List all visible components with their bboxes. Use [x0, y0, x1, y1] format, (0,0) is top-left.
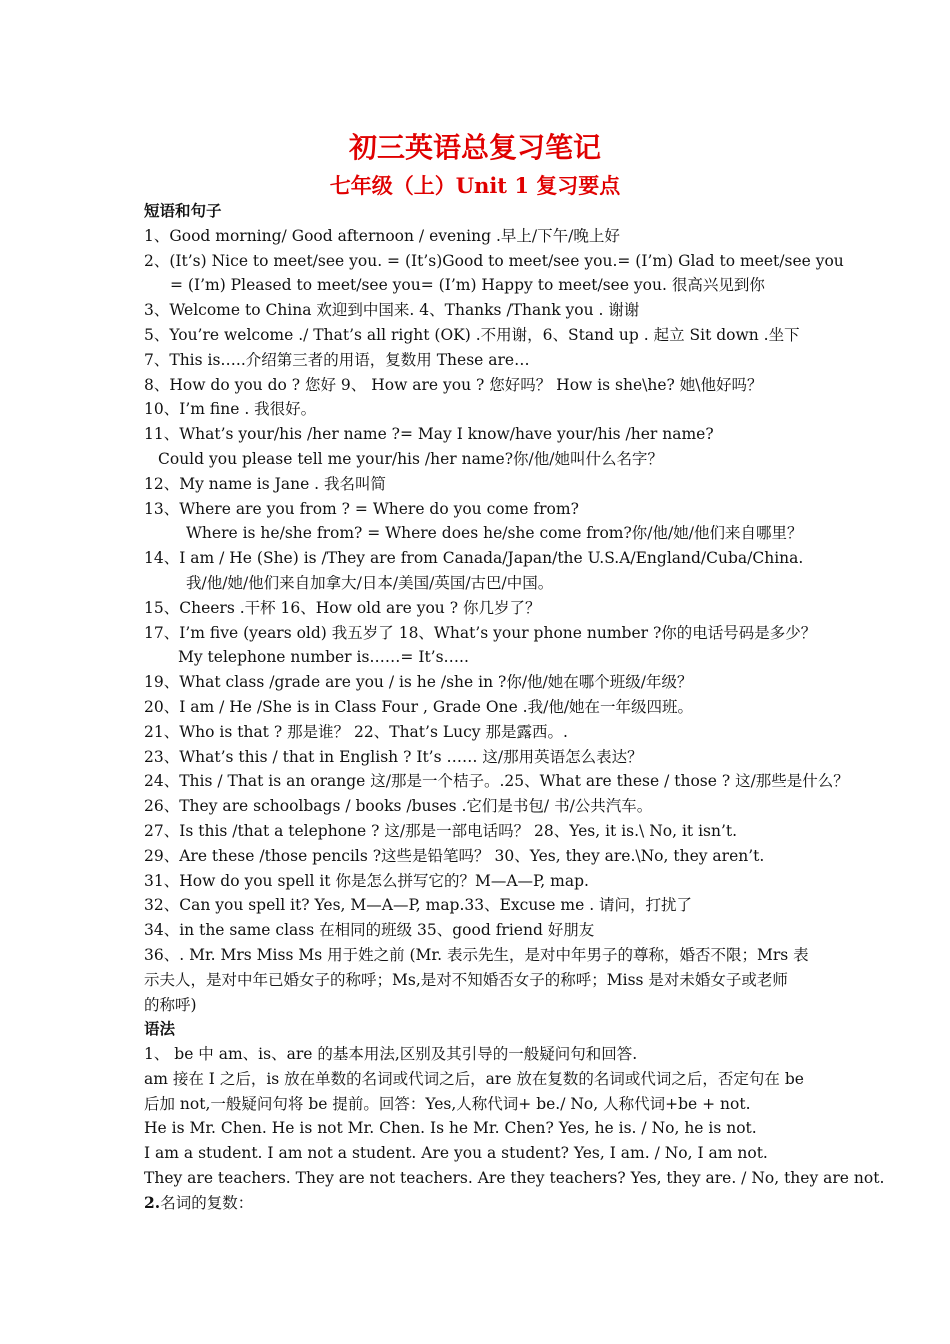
- document-title: 初三英语总复习笔记: [348, 131, 601, 164]
- section-heading: 短语和句子: [144, 201, 222, 220]
- notes-body: [144, 199, 885, 1216]
- note-line: 13、Where are you from ? = Where do you come from?: [144, 499, 579, 518]
- note-line: 34、in the same class 在相同的班级 35、good friend 好朋友: [144, 921, 595, 940]
- note-line: 26、They are schoolbags / books /buses .它们是书包/ 书/公共汽车。: [144, 797, 653, 816]
- note-line: 后加 not,一般疑问句将 be 提前。回答：Yes,人称代词+ be./ No, 人称代词+be + not.: [144, 1094, 751, 1113]
- note-line: 27、Is this /that a telephone ? 这/那是一部电话吗？ 28、Yes, it is.\ No, it isn’t.: [144, 821, 738, 840]
- note-line: 20、I am / He /She is in Class Four , Grade One .我/他/她在一年级四班。: [144, 697, 694, 716]
- item-text: 名词的复数：: [160, 1193, 254, 1212]
- note-line: 15、Cheers .干杯 16、How old are you ? 你几岁了？: [144, 598, 541, 617]
- note-line: I am a student. I am not a student. Are you a student? Yes, I am. / No, I am not.: [144, 1144, 768, 1163]
- note-line: 的称呼): [144, 995, 197, 1014]
- note-line: 23、What’s this / that in English ? It’s …… 这/那用英语怎么表达？: [144, 747, 643, 766]
- note-line: 32、Can you spell it? Yes, M—A—P, map.33、Excuse me . 请问，打扰了: [144, 896, 693, 915]
- note-line: 36、. Mr. Mrs Miss Ms 用于姓之前 (Mr. 表示先生，是对中年男子的尊称，婚否不限；Mrs 表: [144, 945, 809, 964]
- note-line: 29、Are these /those pencils ?这些是铅笔吗？ 30、Yes, they are.\No, they aren’t.: [144, 846, 765, 865]
- note-line: They are teachers. They are not teachers. Are they teachers? Yes, they are. / No, they are not.: [144, 1169, 885, 1188]
- note-line: 7、This is…..介绍第三者的用语，复数用 These are…: [144, 350, 530, 369]
- note-line: 2、(It’s) Nice to meet/see you. = (It’s)Good to meet/see you.= (I’m) Glad to meet/see you: [144, 251, 844, 270]
- section-heading: 语法: [144, 1019, 176, 1039]
- note-line: 3、Welcome to China 欢迎到中国来. 4、Thanks /Thank you . 谢谢: [144, 301, 640, 320]
- note-line: 12、My name is Jane . 我名叫简: [144, 474, 387, 493]
- note-line: My telephone number is……= It’s…..: [178, 648, 469, 667]
- note-line: = (I’m) Pleased to meet/see you= (I’m) Happy to meet/see you. 很高兴见到你: [170, 276, 765, 295]
- document-subtitle: 七年级（上）Unit 1 复习要点: [329, 173, 621, 198]
- note-line: [144, 1191, 814, 1216]
- note-line: 14、I am / He (She) is /They are from Canada/Japan/the U.S.A/England/Cuba/China.: [144, 549, 804, 568]
- note-line: 我/他/她/他们来自加拿大/日本/美国/英国/古巴/中国。: [186, 573, 554, 592]
- note-line: 17、I’m five (years old) 我五岁了 18、What’s your phone number ?你的电话号码是多少？: [144, 623, 817, 642]
- note-line: 1、 be 中 am、is、are 的基本用法,区别及其引导的一般疑问句和回答.: [144, 1045, 638, 1064]
- note-line: 10、I’m fine . 我很好。: [144, 400, 317, 419]
- note-line: 1、Good morning/ Good afternoon / evening .早上/下午/晚上好: [144, 226, 620, 245]
- note-line: Where is he/she from? = Where does he/she come from?你/他/她/他们来自哪里？: [186, 524, 803, 543]
- note-line: 19、What class /grade are you / is he /she in ?你/他/她在哪个班级/年级？: [144, 673, 693, 692]
- item-number: 2.: [144, 1192, 161, 1212]
- note-line: He is Mr. Chen. He is not Mr. Chen. Is he Mr. Chen? Yes, he is. / No, he is not.: [144, 1119, 757, 1138]
- note-line: 21、Who is that ? 那是谁？ 22、That’s Lucy 那是露西。.: [144, 722, 568, 741]
- note-line: 8、How do you do ? 您好 9、 How are you ? 您好吗？ How is she\he? 她\他好吗？: [144, 375, 763, 394]
- note-line: Could you please tell me your/his /her name?你/他/她叫什么名字？: [158, 449, 663, 468]
- note-line: 24、This / That is an orange 这/那是一个桔子。.25、What are these / those ? 这/那些是什么？: [144, 772, 849, 791]
- note-line: am 接在 I 之后，is 放在单数的名词或代词之后，are 放在复数的名词或代词之后，否定句在 be: [144, 1069, 804, 1088]
- note-line: 31、How do you spell it 你是怎么拼写它的？M—A—P, map.: [144, 871, 589, 890]
- note-line: 11、What’s your/his /her name ?= May I know/have your/his /her name?: [144, 425, 714, 444]
- note-line: 示夫人，是对中年已婚女子的称呼；Ms,是对不知婚否女子的称呼；Miss 是对未婚女子或老师: [144, 970, 788, 989]
- note-line: 5、You’re welcome ./ That’s all right (OK) .不用谢，6、Stand up . 起立 Sit down .坐下: [144, 325, 800, 344]
